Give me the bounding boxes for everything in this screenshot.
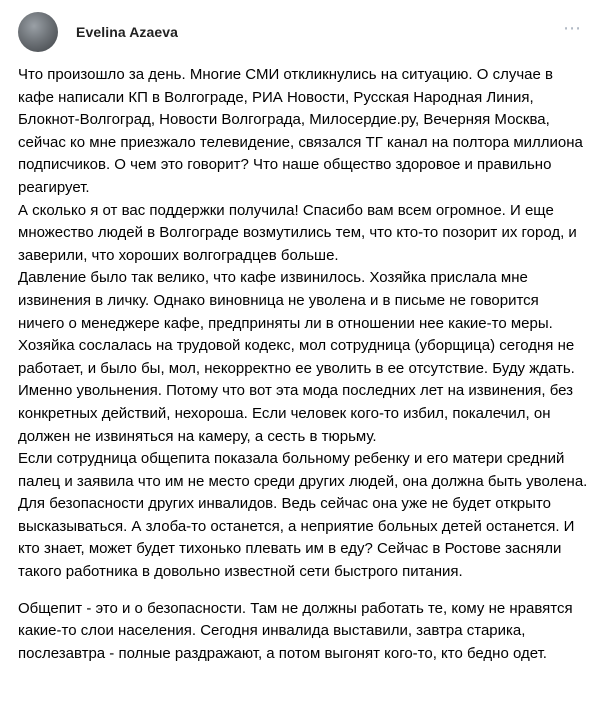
avatar[interactable] (18, 12, 58, 52)
post-paragraph: Что произошло за день. Многие СМИ откликнулись на ситуацию. О случае в кафе написали КП в Волгограде, РИА Новости, Русская Народная Линия, Блокнот-Волгоград, Новости Волгограда, Милосердие.ру, Вечерняя Москва, сейчас ко мне приезжало телевидение, связался ТГ канал на полтора миллиона подписчиков. О чем это говорит? Что наше общество здоровое и правильно реагирует. (18, 66, 583, 196)
post-paragraph: Общепит - это и о безопасности. Там не должны работать те, кому не нравятся какие-то слои населения. Сегодня инвалида выставили, завтра старика, послезавтра - полные раздражают, а потом выгонят кого-то, кто бедно одет. (18, 599, 573, 662)
more-options-icon[interactable]: ⋯ (563, 18, 581, 38)
post-paragraph: Давление было так велико, что кафе извинилось. Хозяйка прислала мне извинения в личку. Однако виновница не уволена и в письме не говорится ничего о менеджере кафе, предприняты ли в отношении нее какие-то меры. (18, 269, 553, 332)
post-body (18, 64, 588, 665)
author-name[interactable]: Evelina Azaeva (76, 24, 179, 40)
post-header (18, 12, 178, 52)
post-paragraph: Хозяйка сослалась на трудовой кодекс, мол сотрудница (уборщица) сегодня не работает, и было бы, мол, некорректно ее уволить в ее отсутствие. Буду ждать. Именно увольнения. Потому что вот эта мода последних лет на извинения, без конкретных действий, нехороша. Если человек кого-то избил, покалечил, он должен не извиняться на камеру, а сесть в тюрьму. (18, 337, 575, 445)
post-paragraph: А сколько я от вас поддержки получила! Спасибо вам всем огромное. И еще множество людей в Волгограде возмутились тем, что кто-то позорит их город, и заверили, что хороших волгоградцев больше. (18, 201, 577, 264)
post-paragraph: Для безопасности других инвалидов. Ведь сейчас она уже не будет открыто высказываться. А злоба-то останется, а неприятие больных детей останется. И кто знает, может будет тихонько плевать им в еду? Сейчас в Ростове засняли такого работника в довольно известной сети быстрого питания. (18, 495, 575, 581)
post-paragraph: Если сотрудница общепита показала больному ребенку и его матери средний палец и заявила что им не место среди других людей, она должна быть уволена. (18, 450, 588, 490)
